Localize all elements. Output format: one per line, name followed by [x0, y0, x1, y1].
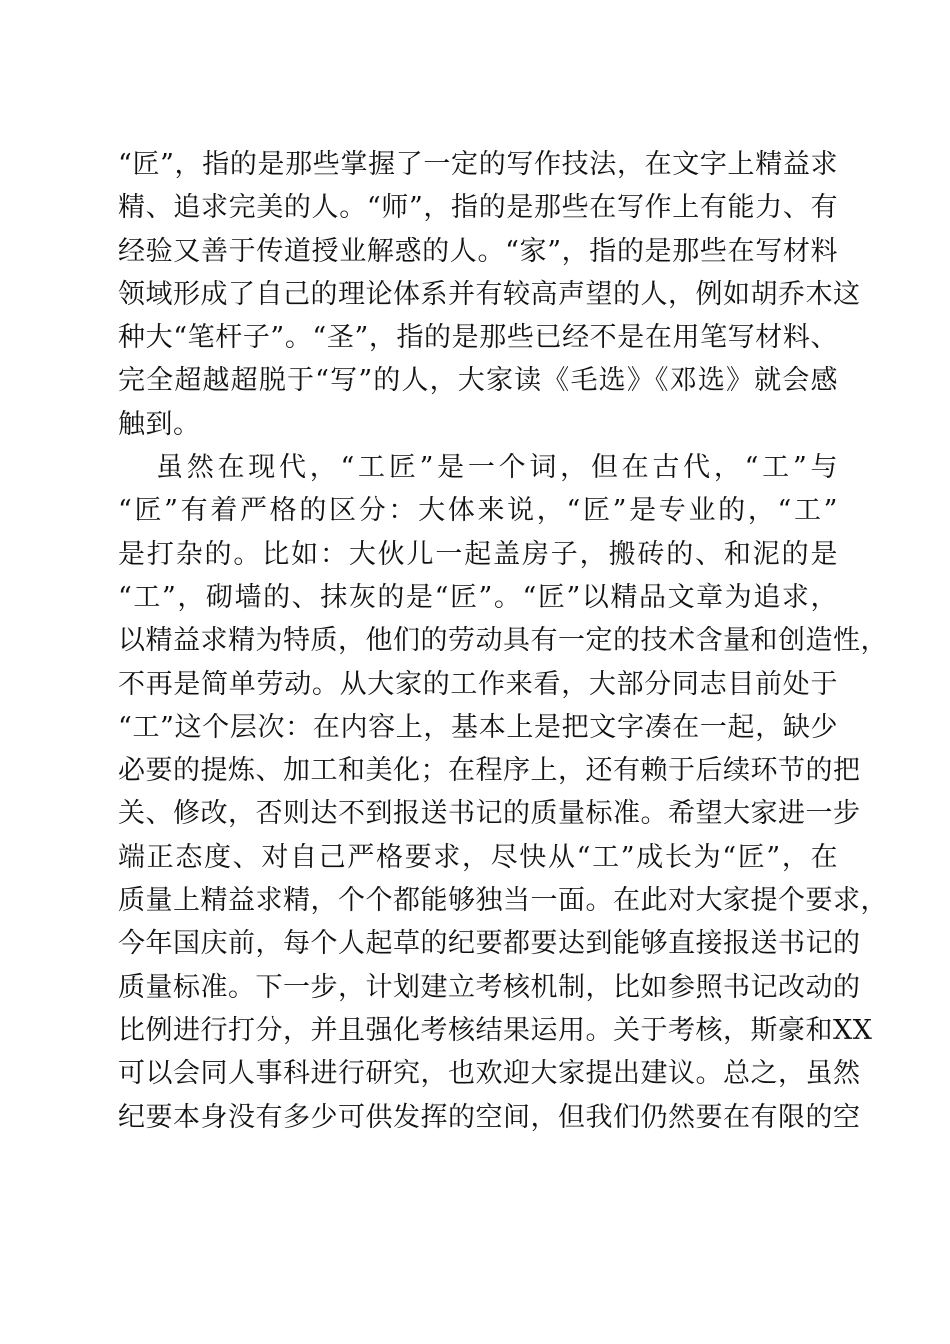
paragraph-line: 经验又善于传道授业解惑的人。“家”，指的是那些在写材料 — [118, 235, 838, 267]
paragraph-line: 不再是简单劳动。从大家的工作来看，大部分同志目前处于 — [118, 668, 838, 700]
paragraph-line: 端正态度、对自己严格要求，尽快从“工”成长为“匠”，在 — [118, 841, 838, 873]
paragraph-line: 虽然在现代，“工匠”是一个词，但在古代，“工”与 — [156, 452, 838, 484]
paragraph-line: “匠”有着严格的区分：大体来说，“匠”是专业的，“工” — [118, 495, 838, 527]
paragraph-line: 质量上精益求精，个个都能够独当一面。在此对大家提个要求， — [118, 885, 888, 917]
paragraph-line: 纪要本身没有多少可供发挥的空间，但我们仍然要在有限的空 — [118, 1101, 861, 1133]
paragraph-line: 可以会同人事科进行研究，也欢迎大家提出建议。总之，虽然 — [118, 1058, 861, 1090]
paragraph-line: 以精益求精为特质，他们的劳动具有一定的技术含量和创造性， — [118, 625, 888, 657]
paragraph-line: 完全超越超脱于“写”的人，大家读《毛选》《邓选》就会感 — [118, 365, 838, 397]
paragraph-line: “匠”，指的是那些掌握了一定的写作技法，在文字上精益求 — [118, 149, 838, 180]
document-body — [118, 143, 888, 1182]
paragraph-line: 触到。 — [118, 408, 201, 440]
paragraph-line: 是打杂的。比如：大伙儿一起盖房子，搬砖的、和泥的是 — [118, 538, 838, 570]
paragraph-line: 质量标准。下一步，计划建立考核机制，比如参照书记改动的 — [118, 971, 861, 1003]
paragraph-line: 领域形成了自己的理论体系并有较高声望的人，例如胡乔木这 — [118, 278, 861, 310]
paragraph-2 — [118, 446, 888, 1182]
paragraph-1 — [118, 143, 861, 446]
paragraph-line: 种大“笔杆子”。“圣”，指的是那些已经不是在用笔写材料、 — [118, 322, 838, 354]
paragraph-line — [118, 1139, 838, 1182]
paragraph-line: 比例进行打分，并且强化考核结果运用。关于考核，斯豪和XX — [118, 1014, 873, 1046]
paragraph-line: “工”这个层次：在内容上，基本上是把文字凑在一起，缺少 — [118, 711, 838, 743]
paragraph-line: 关、修改，否则达不到报送书记的质量标准。希望大家进一步 — [118, 798, 861, 830]
paragraph-line: 今年国庆前，每个人起草的纪要都要达到能够直接报送书记的 — [118, 928, 861, 960]
paragraph-line: 精、追求完美的人。“师”，指的是那些在写作上有能力、有 — [118, 192, 838, 224]
paragraph-line: “工”，砌墙的、抹灰的是“匠”。“匠”以精品文章为追求， — [118, 581, 838, 613]
paragraph-line: 必要的提炼、加工和美化；在程序上，还有赖于后续环节的把 — [118, 755, 861, 787]
